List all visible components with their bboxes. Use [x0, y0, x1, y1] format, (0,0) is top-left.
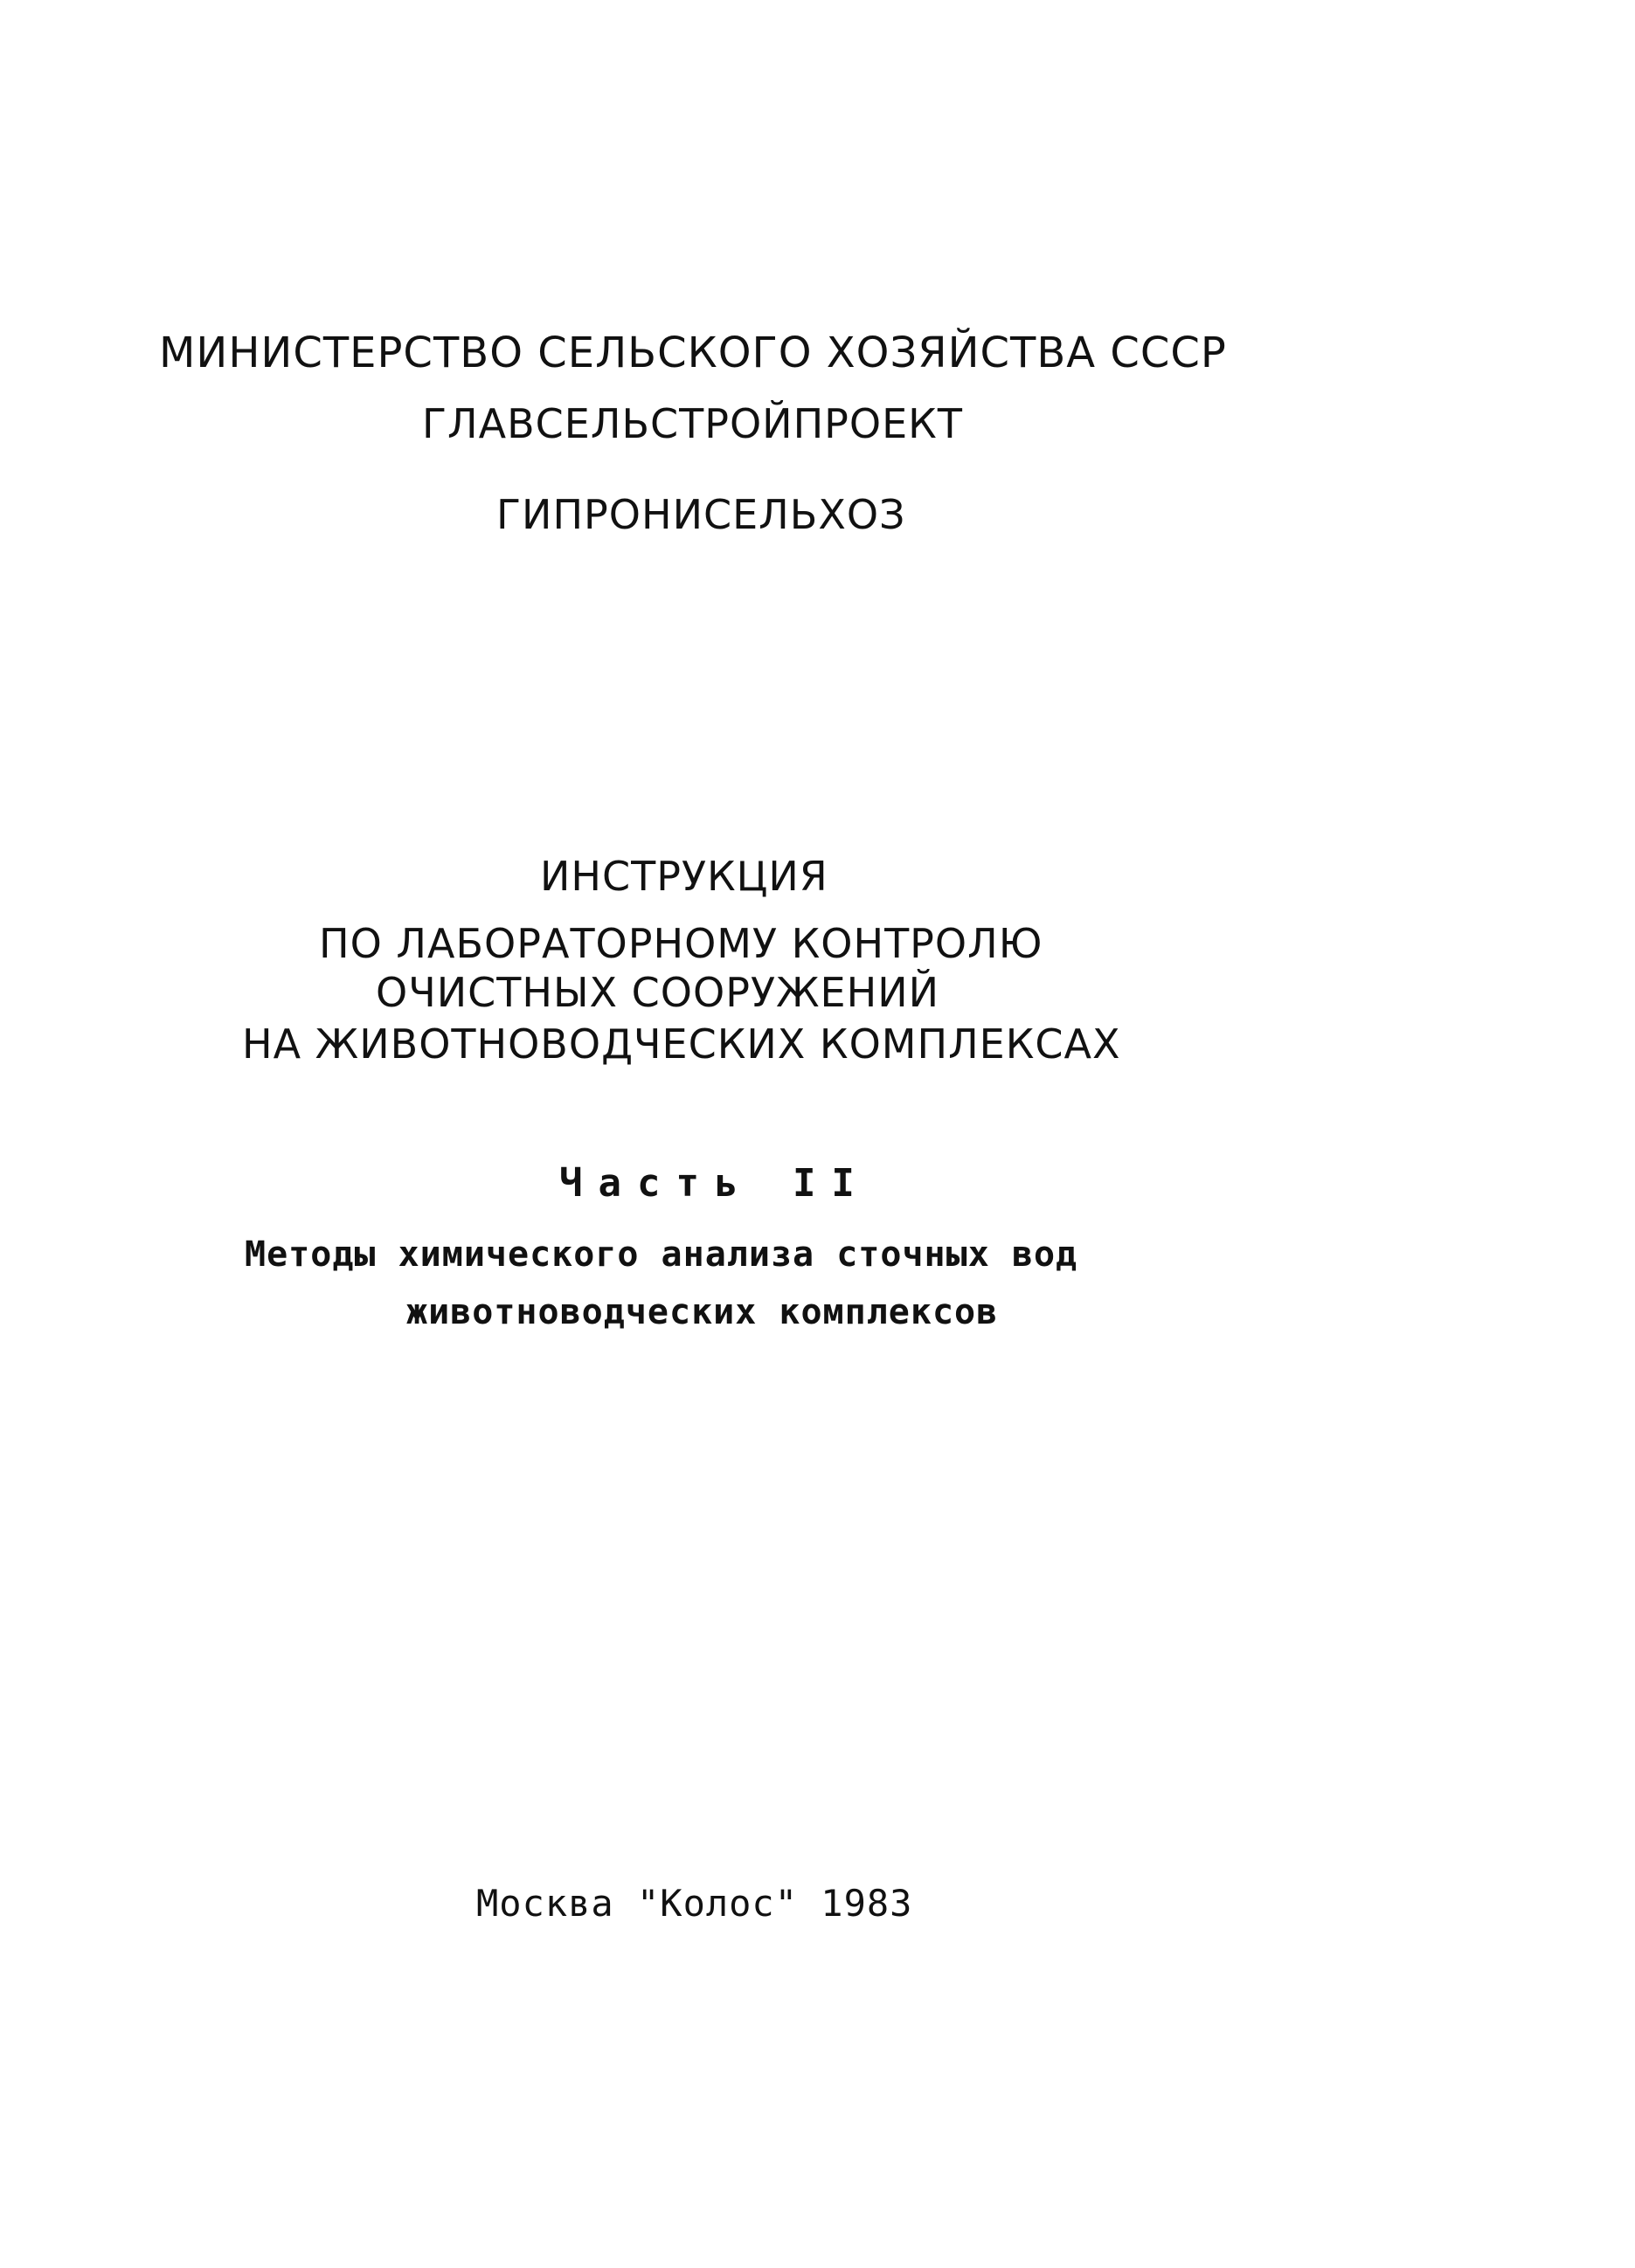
- subtitle-line-2: животноводческих комплексов: [406, 1292, 999, 1332]
- part-label: Часть II: [559, 1161, 870, 1206]
- department-name: ГЛАВСЕЛЬСТРОЙПРОЕКТ: [422, 400, 963, 447]
- subtitle-line-1: Методы химического анализа сточных вод: [245, 1234, 1078, 1275]
- publisher-imprint: Москва "Колос" 1983: [476, 1882, 913, 1925]
- institute-name: ГИПРОНИСЕЛЬХОЗ: [496, 491, 906, 538]
- ministry-name: МИНИСТЕРСТВО СЕЛЬСКОГО ХОЗЯЙСТВА СССР: [159, 328, 1227, 377]
- document-title-line-2: ПО ЛАБОРАТОРНОМУ КОНТРОЛЮ: [319, 920, 1043, 967]
- document-title-line-1: ИНСТРУКЦИЯ: [540, 853, 828, 900]
- document-title-line-4: НА ЖИВОТНОВОДЧЕСКИХ КОМПЛЕКСАХ: [242, 1020, 1121, 1068]
- document-title-line-3: ОЧИСТНЫХ СООРУЖЕНИЙ: [376, 969, 940, 1016]
